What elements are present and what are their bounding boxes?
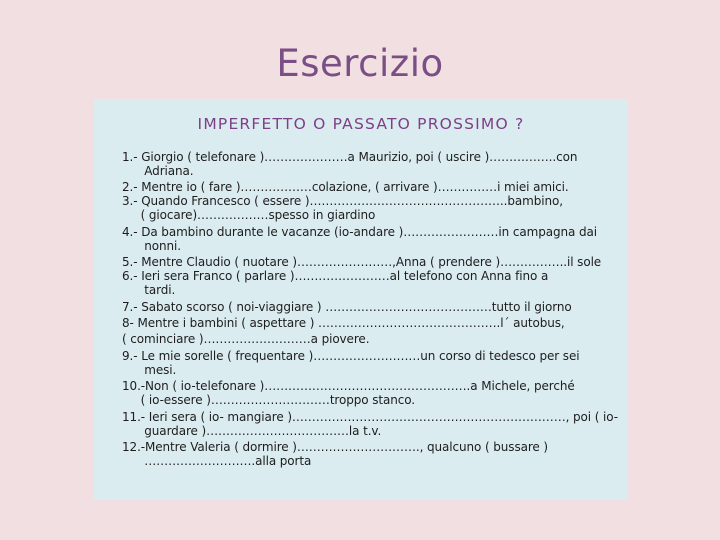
exercise-line: 1.- Giorgio ( telefonare )…………………a Maurizio, poi ( uscire )……………..con bbox=[122, 150, 578, 164]
exercise-line: ( io-essere )…………………………troppo stanco. bbox=[122, 393, 415, 408]
exercise-line: mesi. bbox=[122, 362, 177, 377]
exercise-line: ( cominciare )………………………a piovere. bbox=[122, 332, 370, 347]
exercise-line: 3.- Quando Francesco ( essere )…………………………………………..bambino, bbox=[122, 194, 563, 209]
exercise-line: 11.- Ieri sera ( io- mangiare )……………………………………………………………, poi ( io- bbox=[122, 409, 618, 424]
exercise-line: 2.- Mentre io ( fare )………………colazione, ( arrivare )……………i miei amici. bbox=[122, 180, 569, 195]
exercise-line: ……………………….alla porta bbox=[122, 453, 312, 468]
exercise-line: 6.- Ieri sera Franco ( parlare )……………………al telefono con Anna fino a bbox=[122, 269, 549, 284]
exercise-line: 5.- Mentre Claudio ( nuotare )……………………,Anna ( prendere )……………..il sole bbox=[122, 255, 602, 270]
exercise-line: 12.-Mentre Valeria ( dormire )…………………………., qualcuno ( bussare ) bbox=[122, 439, 549, 454]
exercise-line: 4.- Da bambino durante le vacanze (io-andare )……………………in campagna dai bbox=[122, 224, 597, 239]
exercise-line: guardare )………………………………la t.v. bbox=[122, 423, 382, 438]
exercise-line: 8- Mentre i bambini ( aspettare ) ……………………………………….l´ autobus, bbox=[122, 315, 565, 330]
exercise-line: 9.- Le mie sorelle ( frequentare )………………………un corso di tedesco per sei bbox=[122, 348, 580, 363]
exercise-line: Adriana. bbox=[122, 164, 194, 178]
exercise-line: ( giocare)………………spesso in giardino bbox=[122, 208, 376, 223]
exercise-line: 10.-Non ( io-telefonare )…………………………………………….a Michele, perché bbox=[122, 379, 575, 394]
exercise-heading: IMPERFETTO O PASSATO PROSSIMO ? bbox=[197, 115, 525, 133]
slide-title: Esercizio bbox=[276, 42, 444, 85]
exercise-line: nonni. bbox=[122, 238, 181, 253]
exercise-lines bbox=[122, 150, 622, 468]
exercise-panel bbox=[94, 99, 628, 500]
exercise-line: 7.- Sabato scorso ( noi-viaggiare ) ……………………………………tutto il giorno bbox=[122, 299, 572, 314]
exercise-line: tardi. bbox=[122, 283, 176, 298]
